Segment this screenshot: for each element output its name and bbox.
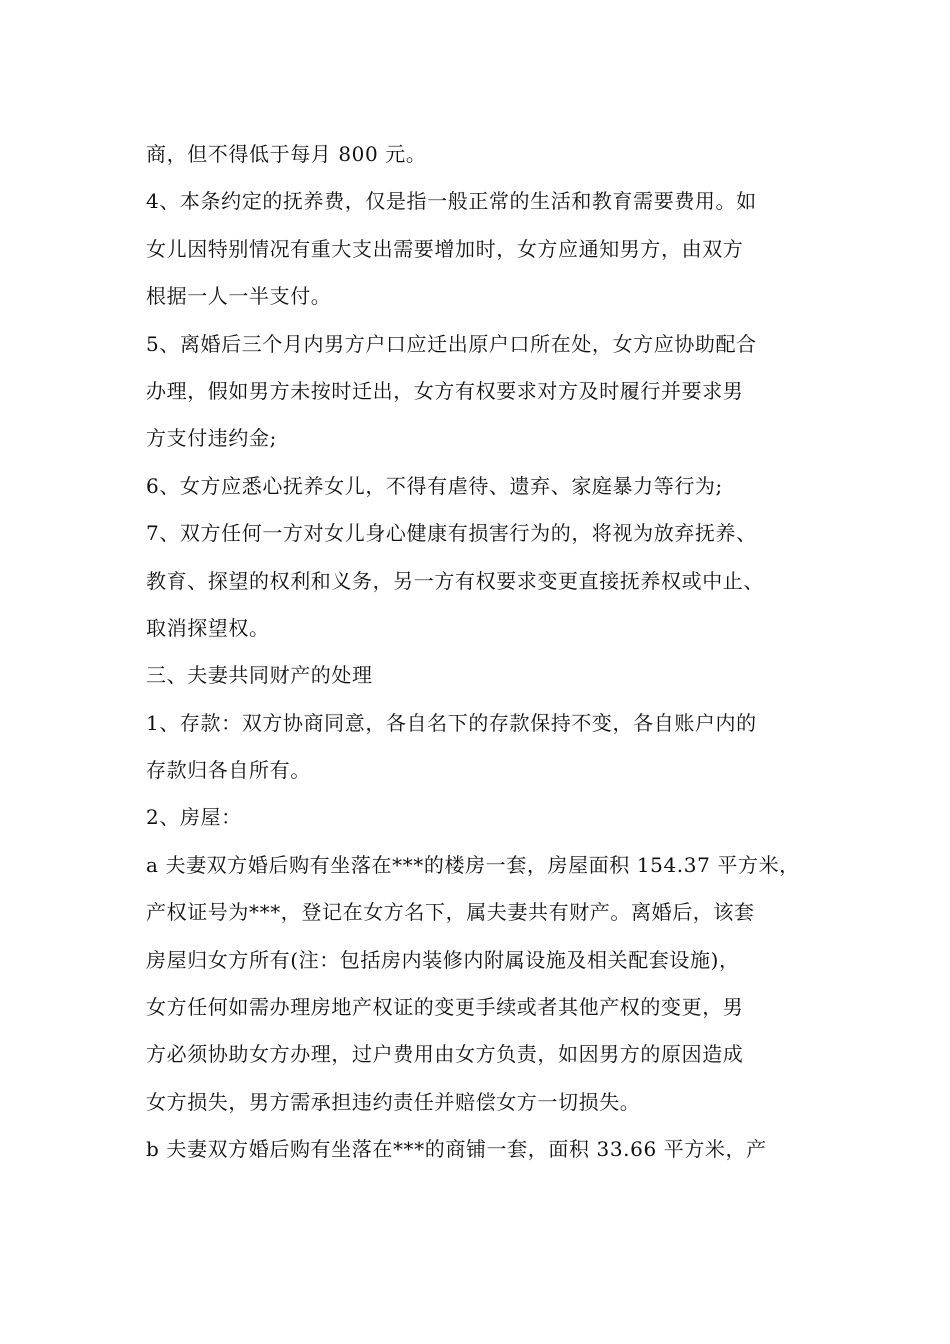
text-line: 2、房屋： [146,805,242,830]
text-line: 方支付违约金; [146,426,277,451]
text-line: 4、本条约定的抚养费，仅是指一般正常的生活和教育需要费用。如 [146,189,757,214]
text-line: 办理，假如男方未按时迁出，女方有权要求对方及时履行并要求男 [146,378,744,403]
text-line: 7、双方任何一方对女儿身心健康有损害行为的，将视为放弃抚养、 [146,521,757,546]
text-line: 存款归各自所有。 [146,758,311,783]
text-line: 1、存款：双方协商同意，各自名下的存款保持不变，各自账户内的 [146,710,757,735]
text-line: 5、离婚后三个月内男方户口应迁出原户口所在处，女方应协助配合 [146,331,757,356]
text-line: 取消探望权。 [146,615,270,640]
text-line: 女儿因特别情况有重大支出需要增加时，女方应通知男方，由双方 [146,236,744,261]
text-line: 产权证号为***，登记在女方名下，属夫妻共有财产。离婚后，该套 [146,900,755,925]
text-line: 根据一人一半支付。 [146,284,332,309]
text-line: 商，但不得低于每月 800 元。 [146,142,427,166]
text-line: 房屋归女方所有(注：包括房内装修内附属设施及相关配套设施)， [146,947,740,972]
text-line: 女方损失，男方需承担违约责任并赔偿女方一切损失。 [146,1089,641,1114]
text-line: 女方任何如需办理房地产权证的变更手续或者其他产权的变更，男 [146,995,744,1020]
document-body [146,131,826,1174]
text-line: 方必须协助女方办理，过户费用由女方负责，如因男方的原因造成 [146,1042,744,1067]
text-line: 教育、探望的权利和义务，另一方有权要求变更直接抚养权或中止、 [146,568,764,593]
text-line: 6、女方应悉心抚养女儿，不得有虐待、遗弃、家庭暴力等行为; [146,473,723,498]
section-heading: 三、夫妻共同财产的处理 [146,663,373,688]
text-line: b 夫妻双方婚后购有坐落在***的商铺一套，面积 33.66 平方米，产 [146,1137,767,1162]
text-line: a 夫妻双方婚后购有坐落在***的楼房一套，房屋面积 154.37 平方米， [146,852,800,877]
